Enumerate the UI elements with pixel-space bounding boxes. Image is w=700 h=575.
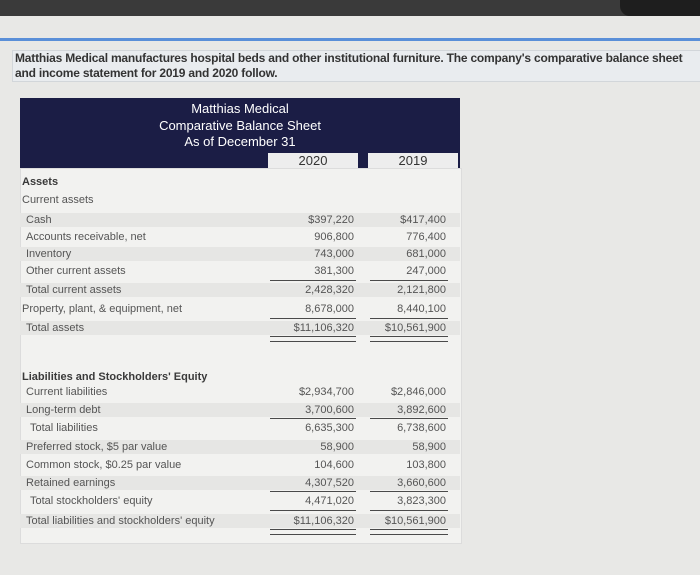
current-liabilities-2020: $2,934,700 bbox=[298, 386, 354, 398]
assets-heading: Assets bbox=[22, 176, 59, 188]
accounts-receivable-2019: 776,400 bbox=[406, 231, 446, 243]
subtotal-rule bbox=[270, 318, 356, 319]
total-double-rule bbox=[370, 336, 448, 342]
subtotal-rule bbox=[270, 491, 356, 492]
total-current-assets-2020: 2,428,320 bbox=[305, 284, 354, 296]
year-2020-header: 2020 bbox=[268, 153, 358, 169]
total-current-assets-label: Total current assets bbox=[26, 284, 122, 296]
top-bar bbox=[0, 0, 700, 16]
company-name: Matthias Medical bbox=[191, 101, 289, 116]
subtotal-rule bbox=[370, 280, 448, 281]
statement-title: Comparative Balance Sheet bbox=[159, 118, 321, 133]
current-liabilities-label: Current liabilities bbox=[26, 386, 108, 398]
subtotal-rule bbox=[370, 418, 448, 419]
retained-earnings-2020: 4,307,520 bbox=[305, 477, 354, 489]
subtotal-rule bbox=[370, 491, 448, 492]
as-of-date: As of December 31 bbox=[184, 134, 296, 149]
long-term-debt-label: Long-term debt bbox=[26, 404, 101, 416]
liabilities-heading: Liabilities and Stockholders' Equity bbox=[22, 371, 208, 383]
subtotal-rule bbox=[270, 280, 356, 281]
inventory-2020: 743,000 bbox=[314, 248, 354, 260]
inventory-2019: 681,000 bbox=[406, 248, 446, 260]
preferred-stock-label: Preferred stock, $5 par value bbox=[26, 441, 168, 453]
total-equity-2019: 3,823,300 bbox=[397, 495, 446, 507]
cash-2019: $417,400 bbox=[400, 214, 446, 226]
top-bar-tab bbox=[620, 0, 700, 16]
current-assets-subheading: Current assets bbox=[22, 194, 94, 206]
subtotal-rule bbox=[270, 510, 356, 511]
total-liabilities-label: Total liabilities bbox=[30, 422, 98, 434]
common-stock-label: Common stock, $0.25 par value bbox=[26, 459, 182, 471]
inventory-label: Inventory bbox=[26, 248, 72, 260]
preferred-stock-2019: 58,900 bbox=[412, 441, 446, 453]
accounts-receivable-2020: 906,800 bbox=[314, 231, 354, 243]
ppe-2020: 8,678,000 bbox=[305, 303, 354, 315]
total-double-rule bbox=[270, 336, 356, 342]
subtotal-rule bbox=[370, 318, 448, 319]
section-divider bbox=[0, 38, 700, 41]
ppe-label: Property, plant, & equipment, net bbox=[22, 303, 182, 315]
common-stock-2020: 104,600 bbox=[314, 459, 354, 471]
other-current-assets-2020: 381,300 bbox=[314, 265, 354, 277]
subtotal-rule bbox=[370, 510, 448, 511]
total-assets-2020: $11,106,320 bbox=[293, 322, 354, 334]
total-liabilities-equity-label: Total liabilities and stockholders' equity bbox=[26, 515, 215, 527]
long-term-debt-2020: 3,700,600 bbox=[305, 404, 354, 416]
year-2019-header: 2019 bbox=[368, 153, 458, 169]
total-assets-2019: $10,561,900 bbox=[384, 322, 446, 334]
other-current-assets-label: Other current assets bbox=[26, 265, 126, 277]
common-stock-2019: 103,800 bbox=[406, 459, 446, 471]
preferred-stock-2020: 58,900 bbox=[320, 441, 354, 453]
total-liabilities-2020: 6,635,300 bbox=[305, 422, 354, 434]
total-liabilities-equity-2020: $11,106,320 bbox=[293, 515, 354, 527]
total-current-assets-2019: 2,121,800 bbox=[397, 284, 446, 296]
subtotal-rule bbox=[270, 418, 356, 419]
total-liabilities-equity-2019: $10,561,900 bbox=[384, 515, 446, 527]
long-term-debt-2019: 3,892,600 bbox=[397, 404, 446, 416]
intro-text: Matthias Medical manufactures hospital beds and other institutional furniture. The company's comparative balance sheet and income statement for 2019 and 2020 follow. bbox=[12, 50, 700, 82]
total-double-rule bbox=[370, 529, 448, 535]
accounts-receivable-label: Accounts receivable, net bbox=[26, 231, 146, 243]
cash-2020: $397,220 bbox=[308, 214, 354, 226]
total-double-rule bbox=[270, 529, 356, 535]
total-assets-label: Total assets bbox=[26, 322, 85, 334]
other-current-assets-2019: 247,000 bbox=[406, 265, 446, 277]
total-liabilities-2019: 6,738,600 bbox=[397, 422, 446, 434]
retained-earnings-label: Retained earnings bbox=[26, 477, 116, 489]
retained-earnings-2019: 3,660,600 bbox=[397, 477, 446, 489]
cash-label: Cash bbox=[26, 214, 52, 226]
total-equity-2020: 4,471,020 bbox=[305, 495, 354, 507]
current-liabilities-2019: $2,846,000 bbox=[390, 386, 446, 398]
total-equity-label: Total stockholders' equity bbox=[30, 495, 153, 507]
ppe-2019: 8,440,100 bbox=[397, 303, 446, 315]
